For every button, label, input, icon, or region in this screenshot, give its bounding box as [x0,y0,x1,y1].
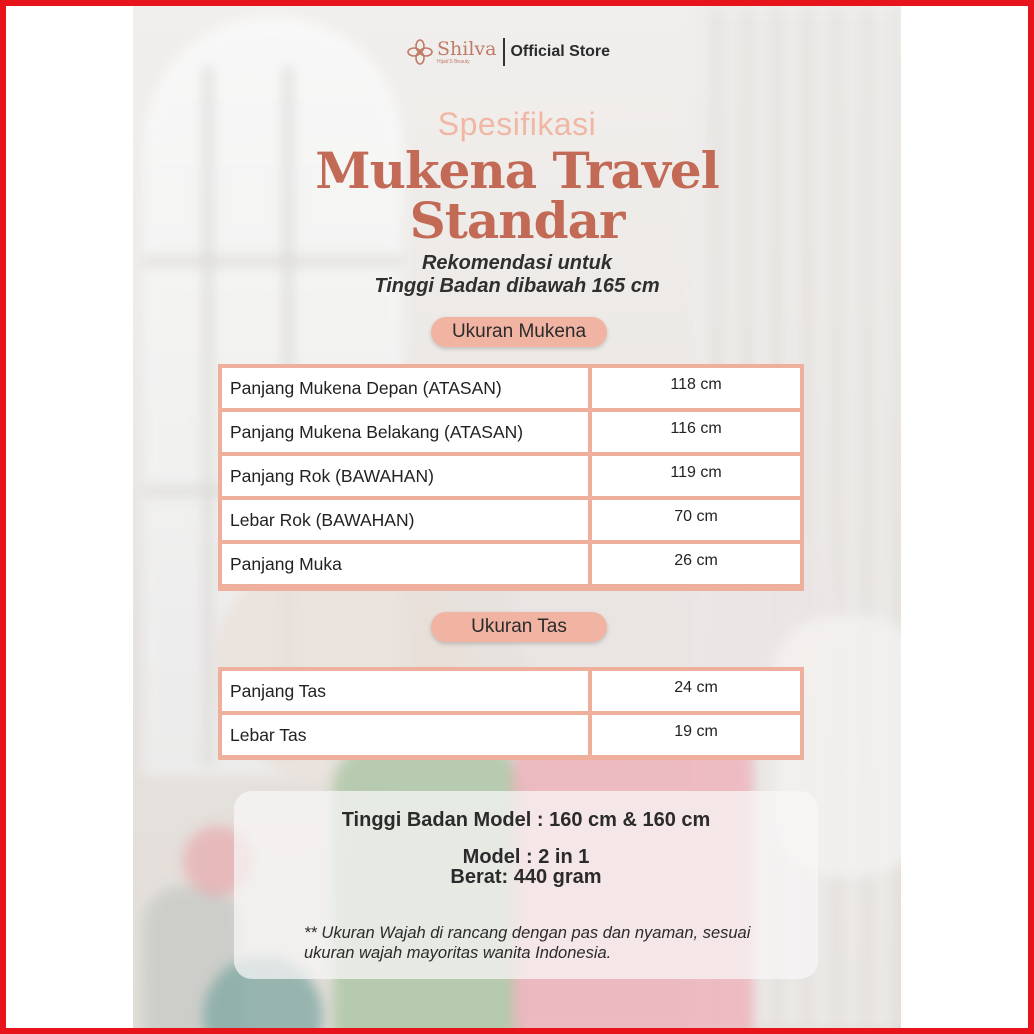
size-value: 70 cm [592,500,800,540]
table-row [222,456,800,496]
spec-pre-title: Spesifikasi [437,106,597,142]
table-row [222,368,800,408]
size-value: 26 cm [592,544,800,584]
size-value: 116 cm [592,412,800,452]
size-value: 24 cm [592,671,800,711]
table-row [222,412,800,452]
brand-name: Shilva [437,37,497,60]
bag-size-heading: Ukuran Tas [431,612,607,642]
size-value: 119 cm [592,456,800,496]
bag-size-table [218,667,804,760]
size-value: 19 cm [592,715,800,755]
product-spec-poster [133,6,901,1028]
size-label: Panjang Muka [222,544,588,584]
table-row [222,544,800,584]
size-label: Panjang Rok (BAWAHAN) [222,456,588,496]
product-title [133,141,901,250]
brand-logo [437,37,497,65]
header-divider [503,38,505,66]
model-type-text: Model : 2 in 1 [462,846,590,868]
size-label: Lebar Rok (BAWAHAN) [222,500,588,540]
brand-header [407,38,610,66]
model-info-box [234,791,818,979]
recommendation-line-1: Rekomendasi untuk [421,252,613,274]
size-label: Panjang Mukena Depan (ATASAN) [222,368,588,408]
size-label: Lebar Tas [222,715,588,755]
product-title-line-1: Mukena Travel [315,141,719,200]
size-label: Panjang Tas [222,671,588,711]
model-height-text: Tinggi Badan Model : 160 cm & 160 cm [341,809,711,831]
recommendation-line-2: Tinggi Badan dibawah 165 cm [374,275,660,297]
face-size-note: ** Ukuran Wajah di rancang dengan pas dan nyaman, sesuai ukuran wajah mayoritas wanita Indonesia. [304,924,751,962]
brand-tagline: Hijab'S Beauty [437,58,470,65]
table-row [222,715,800,755]
product-title-line-2: Standar [409,191,625,250]
weight-text: Berat: 440 gram [450,866,602,888]
mukena-size-heading: Ukuran Mukena [431,317,607,347]
height-recommendation [133,252,901,298]
size-value: 118 cm [592,368,800,408]
table-row [222,500,800,540]
flower-logo-icon [407,39,433,65]
table-row [222,671,800,711]
size-label: Panjang Mukena Belakang (ATASAN) [222,412,588,452]
official-store-label: Official Store [510,43,611,60]
mukena-size-table [218,364,804,591]
